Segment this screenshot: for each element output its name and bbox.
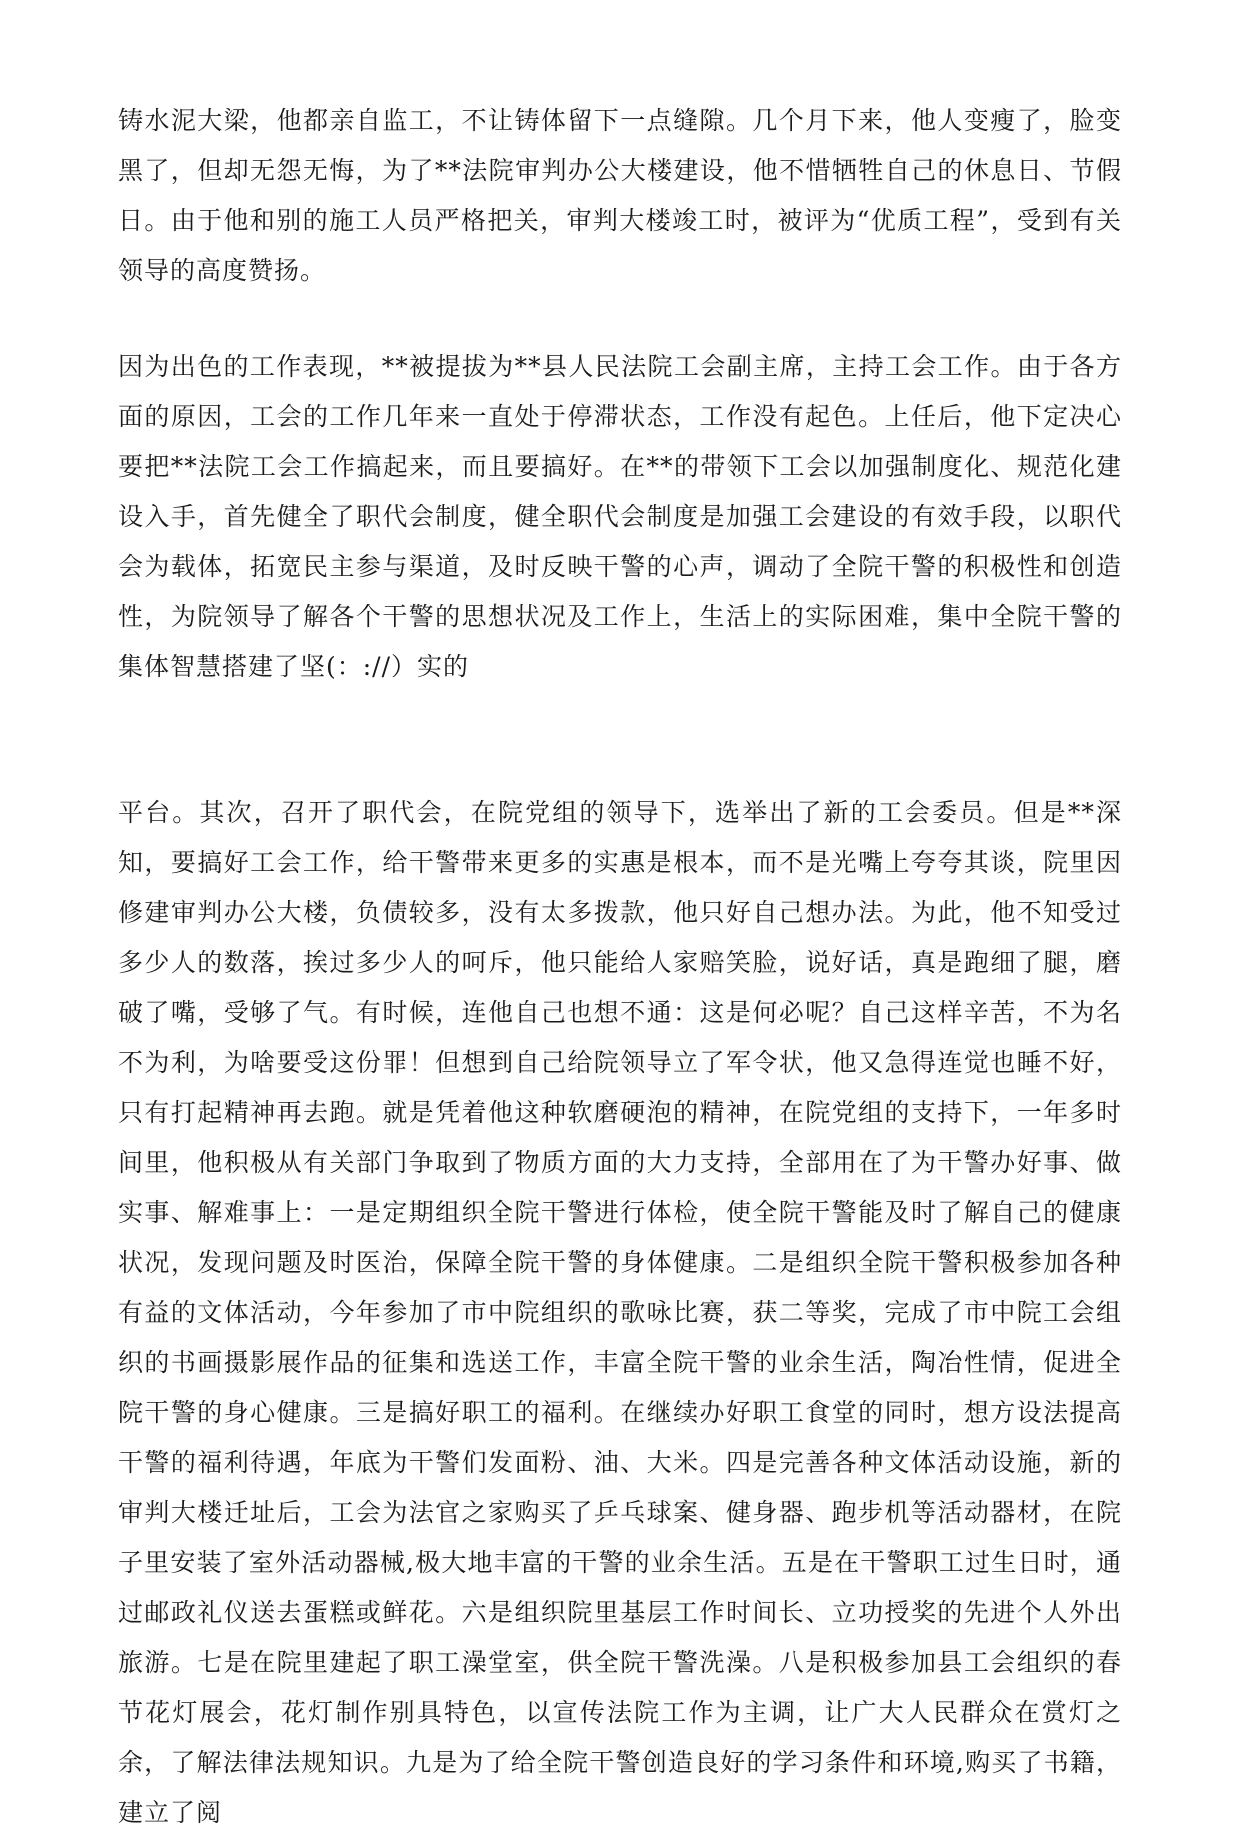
paragraph-spacer <box>118 692 1122 788</box>
paragraph-construction: 铸水泥大梁，他都亲自监工，不让铸体留下一点缝隙。几个月下来，他人变瘦了，脸变黑了，但却无怨无悔，为了**法院审判办公大楼建设，他不惜牺牲自己的休息日、节假日。由于他和别的施工人员严格把关，审判大楼竣工时，被评为“优质工程”，受到有关领导的高度赞扬。 <box>118 106 1122 285</box>
document-body <box>118 96 1122 1838</box>
paragraph-spacer <box>118 296 1122 342</box>
paragraph-union-achievements: 平台。其次，召开了职代会，在院党组的领导下，选举出了新的工会委员。但是**深知，要搞好工会工作，给干警带来更多的实惠是根本，而不是光嘴上夸夸其谈，院里因修建审判办公大楼，负债较多，没有太多拨款，他只好自己想办法。为此，他不知受过多少人的数落，挨过多少人的呵斥，他只能给人家赔笑脸，说好话，真是跑细了腿，磨破了嘴，受够了气。有时候，连他自己也想不通：这是何必呢？自己这样辛苦，不为名不为利，为啥要受这份罪！但想到自己给院领导立了军令状，他又急得连觉也睡不好，只有打起精神再去跑。就是凭着他这种软磨硬泡的精神，在院党组的支持下，一年多时间里，他积极从有关部门争取到了物质方面的大力支持，全部用在了为干警办好事、做实事、解难事上：一是定期组织全院干警进行体检，使全院干警能及时了解自己的健康状况，发现问题及时医治，保障全院干警的身体健康。二是组织全院干警积极参加各种有益的文体活动，今年参加了市中院组织的歌咏比赛，获二等奖，完成了市中院工会组织的书画摄影展作品的征集和选送工作，丰富全院干警的业余生活，陶冶性情，促进全院干警的身心健康。三是搞好职工的福利。在继续办好职工食堂的同时，想方设法提高干警的福利待遇，年底为干警们发面粉、油、大米。四是完善各种文体活动设施，新的审判大楼迁址后，工会为法官之家购买了乒乓球案、健身器、跑步机等活动器材，在院子里安装了室外活动器械,极大地丰富的干警的业余生活。五是在干警职工过生日时，通过邮政礼仪送去蛋糕或鲜花。六是组织院里基层工作时间长、立功授奖的先进个人外出旅游。七是在院里建起了职工澡堂室，供全院干警洗澡。八是积极参加县工会组织的春节花灯展会，花灯制作别具特色，以宣传法院工作为主调，让广大人民群众在赏灯之余，了解法律法规知识。九是为了给全院干警创造良好的学习条件和环境,购买了书籍，建立了阅 <box>118 798 1122 1827</box>
paragraph-union-promotion: 因为出色的工作表现，**被提拔为**县人民法院工会副主席，主持工会工作。由于各方面的原因，工会的工作几年来一直处于停滞状态，工作没有起色。上任后，他下定决心要把**法院工会工作搞起来，而且要搞好。在**的带领下工会以加强制度化、规范化建设入手，首先健全了职代会制度，健全职代会制度是加强工会建设的有效手段，以职代会为载体，拓宽民主参与渠道，及时反映干警的心声，调动了全院干警的积极性和创造性，为院领导了解各个干警的思想状况及工作上，生活上的实际困难，集中全院干警的集体智慧搭建了坚(：://）实的 <box>118 352 1122 681</box>
